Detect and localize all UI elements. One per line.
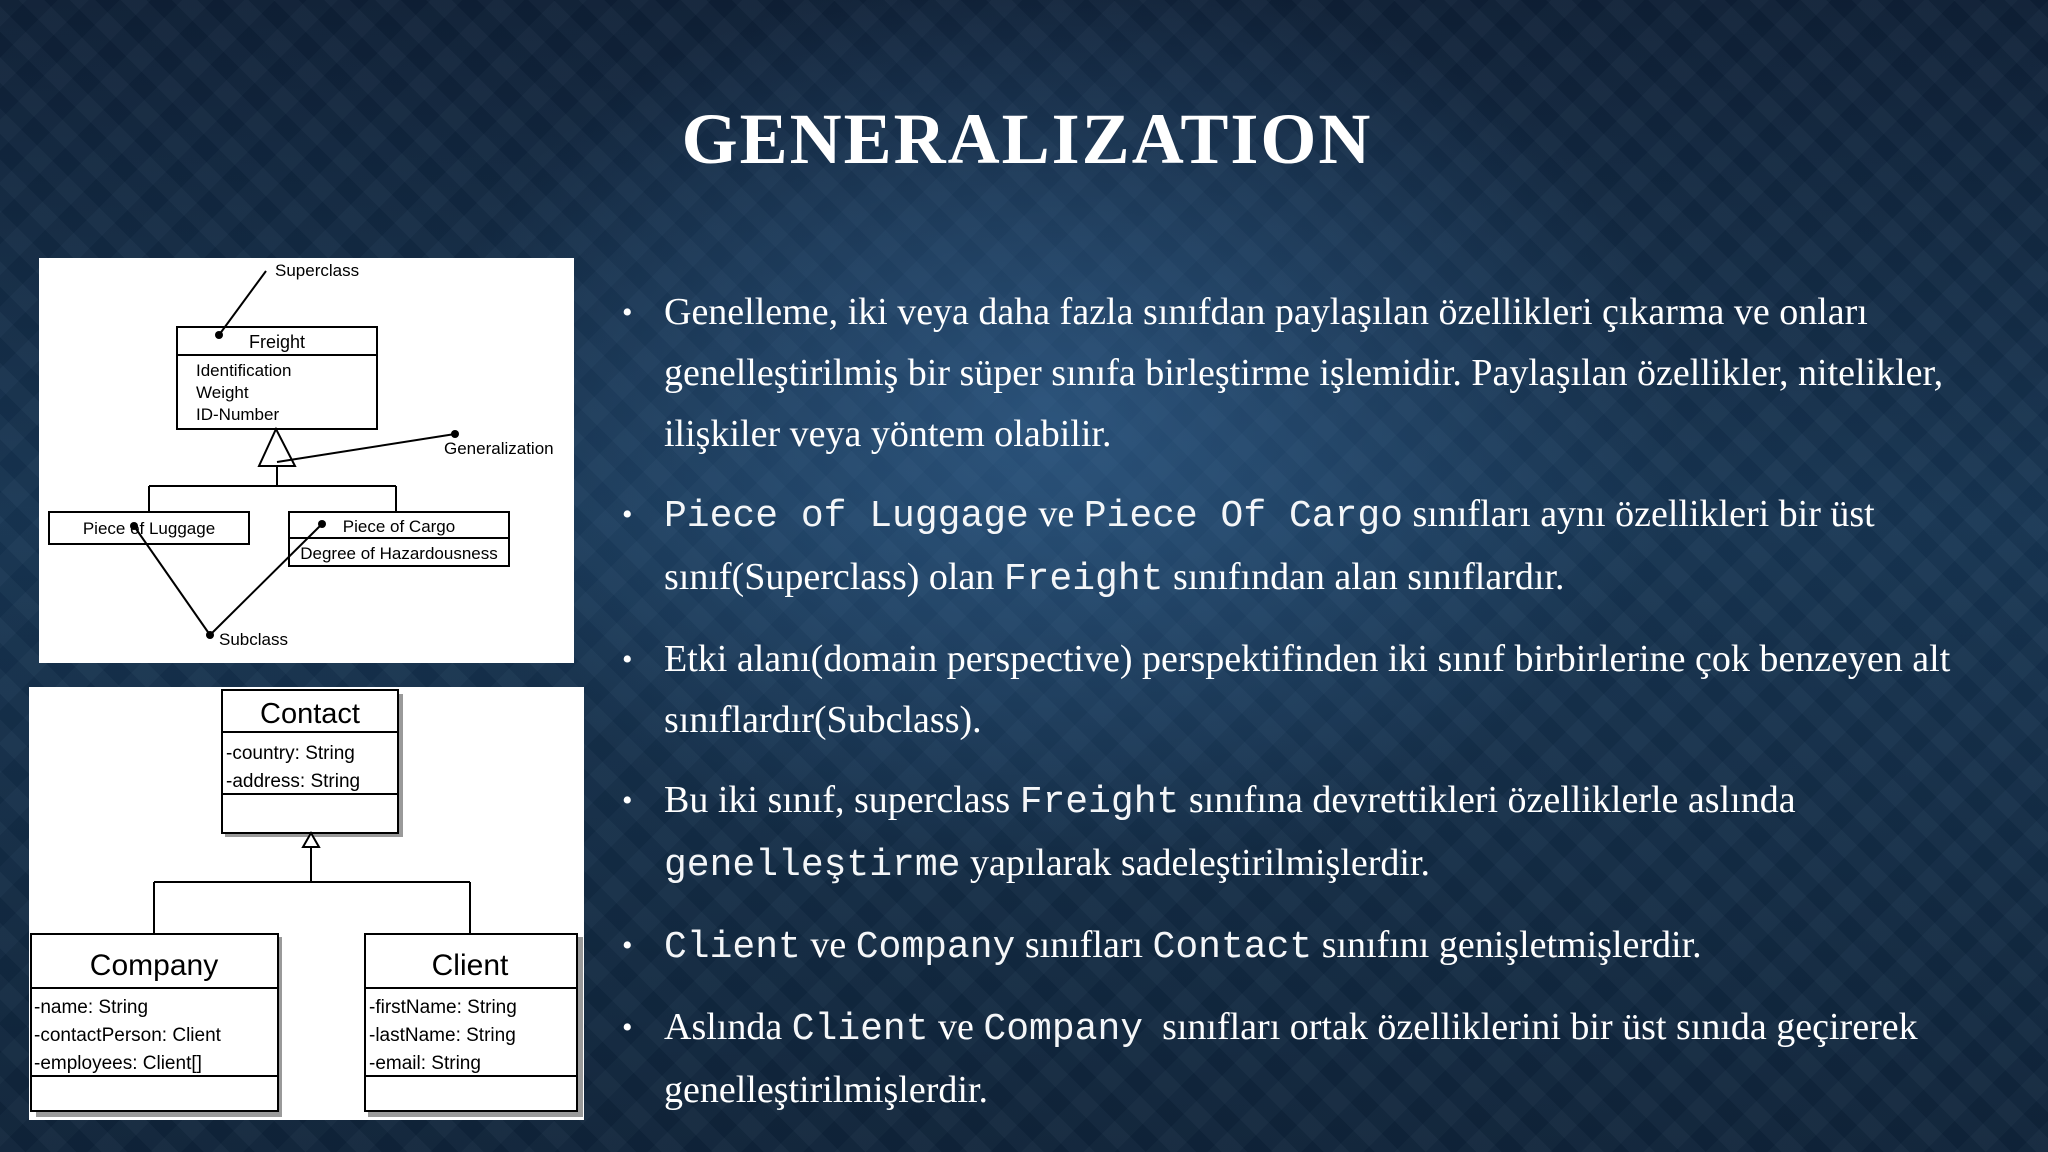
contact-class-name: Contact [260,698,360,730]
company-class-name: Company [89,949,219,982]
freight-attribute: Weight [196,383,249,402]
bullet-dot-icon: • [622,643,633,676]
bullet-text: sınıfları [1015,924,1153,966]
superclass-dot [215,331,223,339]
freight-uml-diagram [39,258,574,663]
bullet-text: sınıfından alan sınıflardır. [1163,556,1565,598]
generalization-label: Generalization [444,439,554,458]
bullet-text: yapılarak sadeleştirilmişlerdir. [960,842,1431,884]
bullet-item [620,282,2025,465]
bullet-dot-icon: • [622,929,633,962]
bullet-dot-icon: • [622,498,633,531]
superclass-pointer-line [219,271,266,335]
bullet-dot-icon: • [622,784,633,817]
client-class-name: Client [431,949,509,982]
bullet-text: ve [928,1006,984,1048]
bullet-code-text: Company [983,1008,1144,1051]
bullet-code-text: Piece Of Cargo [1083,495,1403,538]
contact-diagram-svg [29,687,584,1120]
company-attribute: -employees: Client[] [34,1053,202,1074]
freight-class-name: Freight [248,332,306,352]
client-attribute: -email: String [369,1053,481,1074]
cargo-class-name: Piece of Cargo [342,517,456,536]
bullet-item [620,997,2025,1121]
company-attribute: -name: String [34,997,149,1018]
subclass-dot [206,631,214,639]
bullet-code-text: Company [855,926,1016,969]
bullet-item [620,629,2025,751]
bullet-text: Etki alanı(domain perspective) perspektifinden iki sınıf birbirlerine çok benzeyen alt sınıflardır(Subclass). [664,638,1960,741]
bullet-text: Aslında [664,1006,792,1048]
bullet-text: sınıfına devrettikleri özelliklerle aslında [1179,779,1806,821]
company-attribute: -contactPerson: Client [34,1025,221,1046]
bullet-code-text: genelleştirme [664,844,961,887]
bullet-text: Genelleme, iki veya daha fazla sınıfdan paylaşılan özellikleri çıkarma ve onları genelleştirilmiş bir süper sınıfa birleştirme işlemidir. Paylaşılan özellikler, nitelikler, ilişkiler veya yöntem olabilir. [664,291,1953,455]
generalization-dot [451,430,459,438]
bullet-dot-icon: • [622,296,633,329]
bullet-text: sınıfını genişletmişlerdir. [1312,924,1702,966]
bullet-code-text: Client [791,1008,929,1051]
cargo-attribute: Degree of Hazardousness [300,544,498,563]
bullet-text: Bu iki sınıf, superclass [664,779,1020,821]
bullet-code-text: Freight [1019,781,1180,824]
subclass-label: Subclass [219,630,288,649]
client-attribute: -lastName: String [369,1025,516,1046]
luggage-class-name: Piece of Luggage [82,519,216,538]
bullet-list [620,282,2025,1140]
contact-uml-diagram [29,687,584,1120]
bullet-item [620,770,2025,896]
bullet-code-text: Contact [1152,926,1313,969]
freight-attribute: ID-Number [196,405,280,424]
contact-attribute: -country: String [226,743,355,764]
subclass-pointer-right [210,524,322,635]
contact-attribute: -address: String [226,771,361,792]
bullet-item [620,484,2025,610]
freight-attribute: Identification [196,361,292,380]
bullet-code-text: Client [664,926,801,969]
slide-title: GENERALIZATION [681,99,1373,179]
bullet-text: sınıfları ortak özelliklerini bir üst sınıda geçirerek genelleştirilmişlerdir. [664,1006,1928,1111]
freight-diagram-svg [39,258,574,663]
cargo-dot [318,520,326,528]
bullet-item [620,915,2025,978]
subclass-pointer-left [134,526,210,635]
bullet-text: sınıfları aynı özellikleri bir üst sınıf(Superclass) olan [664,493,1885,598]
bullet-code-text: Piece of Luggage [664,495,1029,538]
bullet-text: ve [1028,493,1084,535]
superclass-label: Superclass [275,261,360,280]
client-attribute: -firstName: String [369,997,517,1018]
generalization-pointer-line [277,434,455,462]
bullet-dot-icon: • [622,1011,633,1044]
bullet-code-text: Freight [1003,558,1164,601]
bullet-text: ve [800,924,856,966]
